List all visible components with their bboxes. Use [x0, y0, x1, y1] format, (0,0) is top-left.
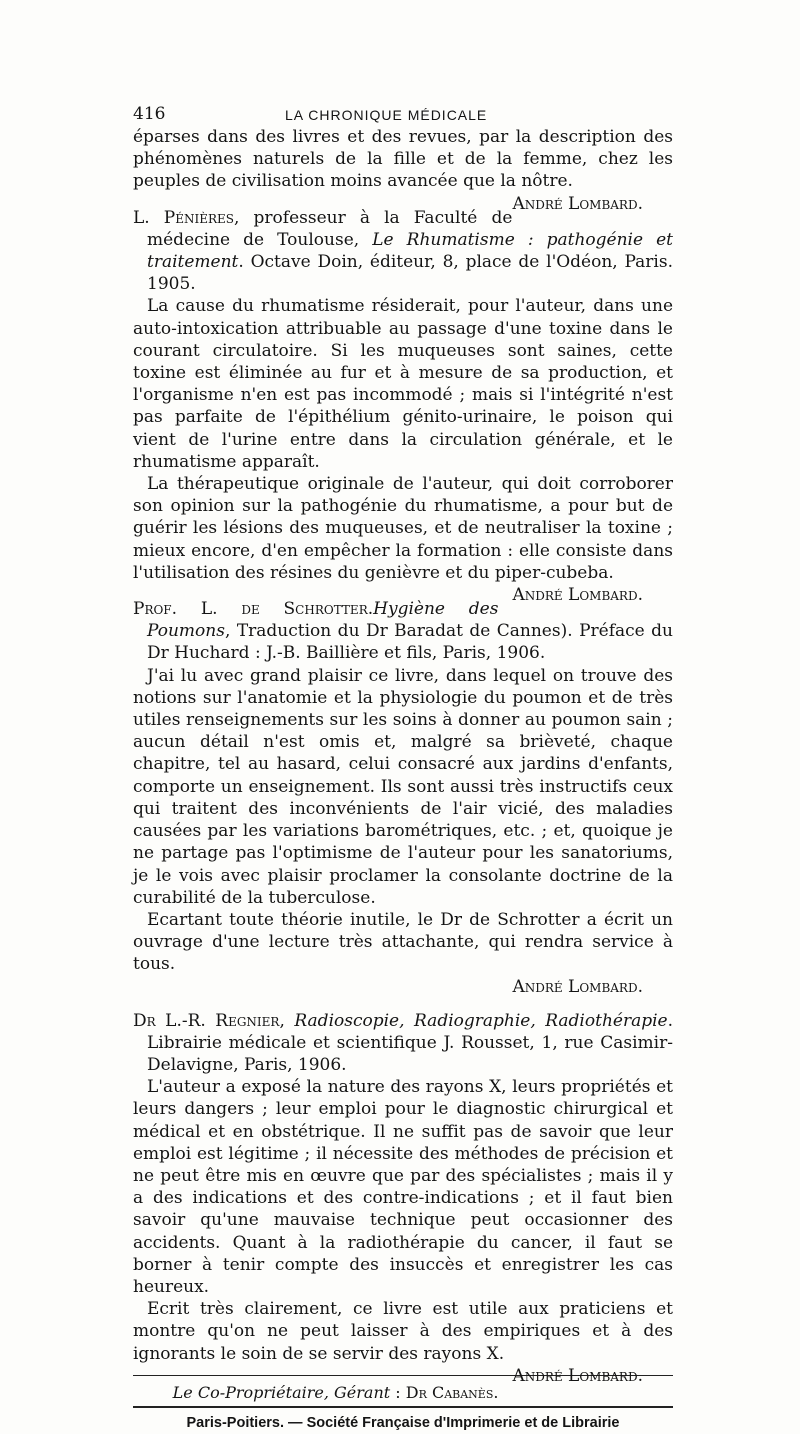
citation-author: Prof. L. de Schrotter — [133, 599, 368, 620]
running-title: LA CHRONIQUE MÉDICALE — [285, 107, 488, 123]
signature: André Lombard. — [512, 585, 643, 606]
page-number: 416 — [133, 104, 166, 124]
review-paragraph: L'auteur a exposé la nature des rayons X, leurs propriétés et leurs dangers ; leur emploi pour le diagnostic chirurgical et médical et en obstétrique. Il ne suffit pas de savoir que leur emploi est légitime ; il nécessite des méthodes de précision et ne peut être mis en œuvre que par des spécialistes ; mais il y a des indications et des contre-indications ; et il faut bien savoir qu'une mauvaise technique peut occasionner des accidents. Quant à la radiothérapie du cancer, il faut se borner à tenir compte des insuccès et enregistrer les cas heureux. — [133, 1077, 673, 1297]
citation-author: Dr L.-R. Regnier — [133, 1010, 280, 1031]
signature: André Lombard. — [512, 976, 643, 997]
review-citation-schrotter — [133, 598, 673, 665]
citation-title: Radioscopie, Radiographie, Radiothérapie — [294, 1010, 668, 1031]
review-citation-penieres — [133, 207, 673, 296]
review-paragraph: Ecartant toute théorie inutile, le Dr de Schrotter a écrit un ouvrage d'une lecture très attachante, qui rendra service à tous. — [133, 909, 673, 975]
review-paragraph-text: Ecrit très clairement, ce livre est utile aux praticiens et montre qu'on ne peut laisser à des empiriques et à des ignorants le soin de se servir des rayons X. — [133, 1299, 673, 1364]
citation-author-rest: , professeur à la Faculté de médecine de Toulouse, — [147, 207, 513, 250]
citation-sep: . — [367, 599, 374, 620]
citation-sep: , — [279, 1010, 295, 1031]
citation-title: Le Rhumatisme : pathogénie et traitement — [147, 229, 673, 273]
signature: André Lombard. — [512, 1365, 643, 1386]
review-continuation — [133, 126, 673, 214]
printer-line: Paris-Poitiers. — Société Française d'Imprimerie et de Librairie — [186, 1414, 620, 1431]
review-paragraph: La cause du rhumatisme résiderait, pour l'auteur, dans une auto-intoxication attribuable au passage d'une toxine dans le courant circulatoire. Si les muqueuses sont saines, cette toxine est éliminée au fur et à mesure de sa production, et l'organisme n'en est pas incommodé ; mais si l'intégrité n'est pas parfaite de l'épithélium génito-urinaire, le poison qui vient de l'urine entre dans la circulation générale, et le rhumatisme apparaît. — [133, 296, 673, 472]
continuation-text: éparses dans des livres et des revues, par la description des phénomènes naturels de la fille et de la femme, chez les peuples de civilisation moins avancée que la nôtre. — [133, 127, 673, 192]
citation-publisher: . Librairie médicale et scientifique J. Rousset, 1, rue Casimir-Delavigne, Paris, 1906. — [147, 1010, 673, 1075]
page — [133, 104, 673, 1434]
review-paragraph: J'ai lu avec grand plaisir ce livre, dans lequel on trouve des notions sur l'anatomie et la physiologie du poumon et de très utiles renseignements sur les soins à donner au poumon sain ; aucun détail n'est omis et, malgré sa brièveté, chaque chapitre, tel au hasard, celui consacré aux jardins d'enfants, comporte un enseignement. Ils sont aussi très instructifs ceux qui traitent des inconvénients de l'air vicié, des maladies causées par les variations barométriques, etc. ; et, quoique je ne partage pas l'optimisme de l'auteur pour les sanatoriums, je le vois avec plaisir proclamer la consolante doctrine de la curabilité de la tuberculose. — [133, 665, 673, 908]
divider — [133, 1406, 673, 1408]
proprietor-label: Le Co-Propriétaire, Gérant — [172, 1382, 391, 1402]
proprietor-name: Dr Cabanès. — [405, 1382, 499, 1402]
signature: André Lombard. — [512, 193, 643, 214]
review-paragraph-text: La thérapeutique originale de l'auteur, qui doit corroborer son opinion sur la pathogénie du rhumatisme, a pour but de guérir les lésions des muqueuses, et de neutraliser la toxine ; mieux encore, d'en empêcher la formation : elle consiste dans l'utilisation des résines du genièvre et du piper-cubeba. — [133, 474, 673, 583]
page-header — [133, 104, 673, 126]
citation-publisher: , Traduction du Dr Baradat de Cannes). Préface du Dr Huchard : J.-B. Baillière et fils, Paris, 1906. — [147, 621, 673, 664]
citation-publisher: . Octave Doin, éditeur, 8, place de l'Odéon, Paris. 1905. — [147, 252, 673, 295]
proprietor-sep: : — [390, 1382, 406, 1402]
review-paragraph — [133, 1298, 673, 1386]
review-paragraph — [133, 473, 673, 606]
citation-title: Hygiène des Poumons — [147, 599, 499, 642]
review-citation-regnier — [133, 1010, 673, 1077]
citation-author: L. Pénières — [133, 207, 235, 228]
